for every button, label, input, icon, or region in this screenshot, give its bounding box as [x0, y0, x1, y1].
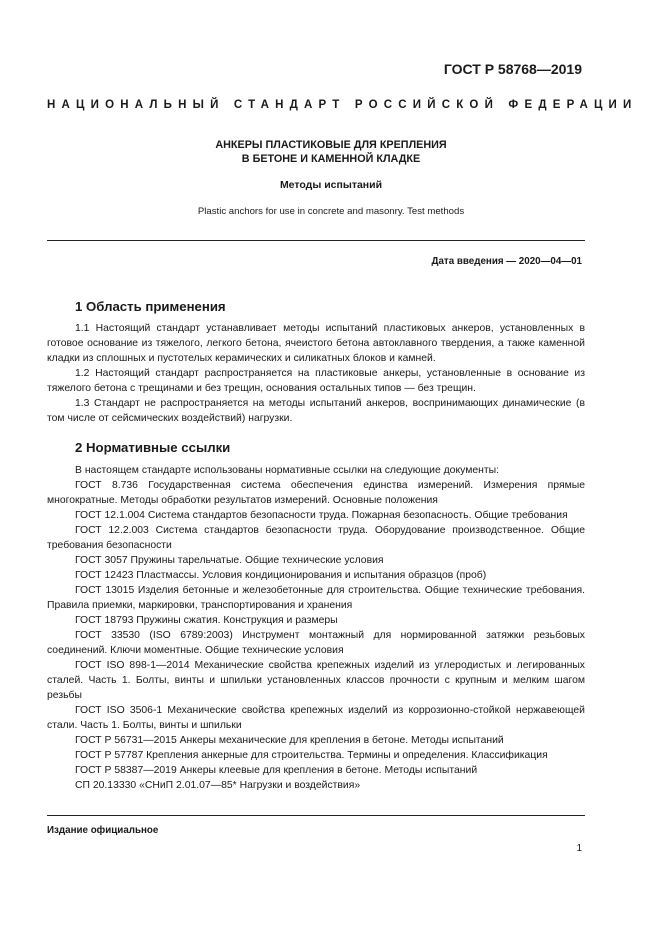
reference-item: ГОСТ 12.2.003 Система стандартов безопасности труда. Оборудование производственное. Общие требования безопасности: [47, 525, 585, 551]
section-2-body: [47, 463, 585, 793]
footer-divider: [47, 815, 585, 816]
title-line-1: АНКЕРЫ ПЛАСТИКОВЫЕ ДЛЯ КРЕПЛЕНИЯ: [215, 139, 447, 151]
section-1-body: [47, 321, 585, 426]
divider: [47, 240, 585, 241]
paragraph-1-3: 1.3 Стандарт не распространяется на методы испытаний анкеров, воспринимающих динамические (в том числе от сейсмических воздействий) нагрузки.: [47, 398, 585, 424]
section-1-heading: 1 Область применения: [75, 299, 226, 314]
page-number: 1: [576, 843, 582, 854]
section-2-heading: 2 Нормативные ссылки: [75, 440, 231, 455]
title-line-2: В БЕТОНЕ И КАМЕННОЙ КЛАДКЕ: [241, 153, 421, 165]
reference-item: ГОСТ ISO 3506-1 Механические свойства крепежных изделий из коррозионно-стойкой нержавеющей стали. Часть 1. Болты, винты и шпильки: [47, 705, 585, 731]
reference-item: СП 20.13330 «СНиП 2.01.07—85* Нагрузки и воздействия»: [75, 780, 361, 791]
document-subtitle: Методы испытаний: [279, 179, 383, 191]
reference-item: ГОСТ ISO 898-1—2014 Механические свойства крепежных изделий из углеродистых и легированных сталей. Часть 1. Болты, винты и шпильки установленных классов прочности с крупным и мелким шагом резьбы: [47, 660, 585, 701]
references-intro: В настоящем стандарте использованы нормативные ссылки на следующие документы:: [75, 465, 499, 476]
document-title: [47, 138, 615, 166]
reference-item: ГОСТ 12423 Пластмассы. Условия кондиционирования и испытания образцов (проб): [75, 570, 487, 581]
reference-item: ГОСТ Р 56731—2015 Анкеры механические для крепления в бетоне. Методы испытаний: [75, 735, 504, 746]
reference-item: ГОСТ 18793 Пружины сжатия. Конструкция и размеры: [75, 615, 338, 626]
paragraph-1-2: 1.2 Настоящий стандарт распространяется на пластиковые анкеры, установленные в основание из тяжелого бетона с трещинами и без трещин, основания остальных типов — без трещин.: [47, 368, 585, 394]
reference-item: ГОСТ 12.1.004 Система стандартов безопасности труда. Пожарная безопасность. Общие требования: [75, 510, 568, 521]
introduction-date: Дата введения — 2020—04—01: [431, 256, 582, 267]
english-title: Plastic anchors for use in concrete and masonry. Test methods: [197, 206, 465, 217]
national-standard-banner: НАЦИОНАЛЬНЫЙ СТАНДАРТ РОССИЙСКОЙ ФЕДЕРАЦИИ: [47, 99, 638, 111]
reference-item: ГОСТ 3057 Пружины тарельчатые. Общие технические условия: [75, 555, 384, 566]
reference-item: ГОСТ 33530 (ISO 6789:2003) Инструмент монтажный для нормированной затяжки резьбовых соединений. Ключи моментные. Общие технические условия: [47, 630, 585, 656]
paragraph-1-1: 1.1 Настоящий стандарт устанавливает методы испытаний пластиковых анкеров, установленных в готовое основание из тяжелого, легкого бетона, ячеистого бетона автоклавного твердения, а также каменной кладки из сплошных и пустотелых керамических и силикатных блоков и камней.: [47, 323, 585, 364]
reference-item: ГОСТ Р 57787 Крепления анкерные для строительства. Термины и определения. Классификация: [75, 750, 548, 761]
reference-item: ГОСТ 13015 Изделия бетонные и железобетонные для строительства. Общие технические требования. Правила приемки, маркировки, транспортирования и хранения: [47, 585, 585, 611]
reference-item: ГОСТ Р 58387—2019 Анкеры клеевые для крепления в бетоне. Методы испытаний: [75, 765, 478, 776]
official-edition-label: Издание официальное: [47, 825, 159, 836]
standard-code: ГОСТ Р 58768—2019: [443, 61, 582, 77]
reference-item: ГОСТ 8.736 Государственная система обеспечения единства измерений. Измерения прямые многократные. Методы обработки результатов измерений. Основные положения: [47, 480, 585, 506]
